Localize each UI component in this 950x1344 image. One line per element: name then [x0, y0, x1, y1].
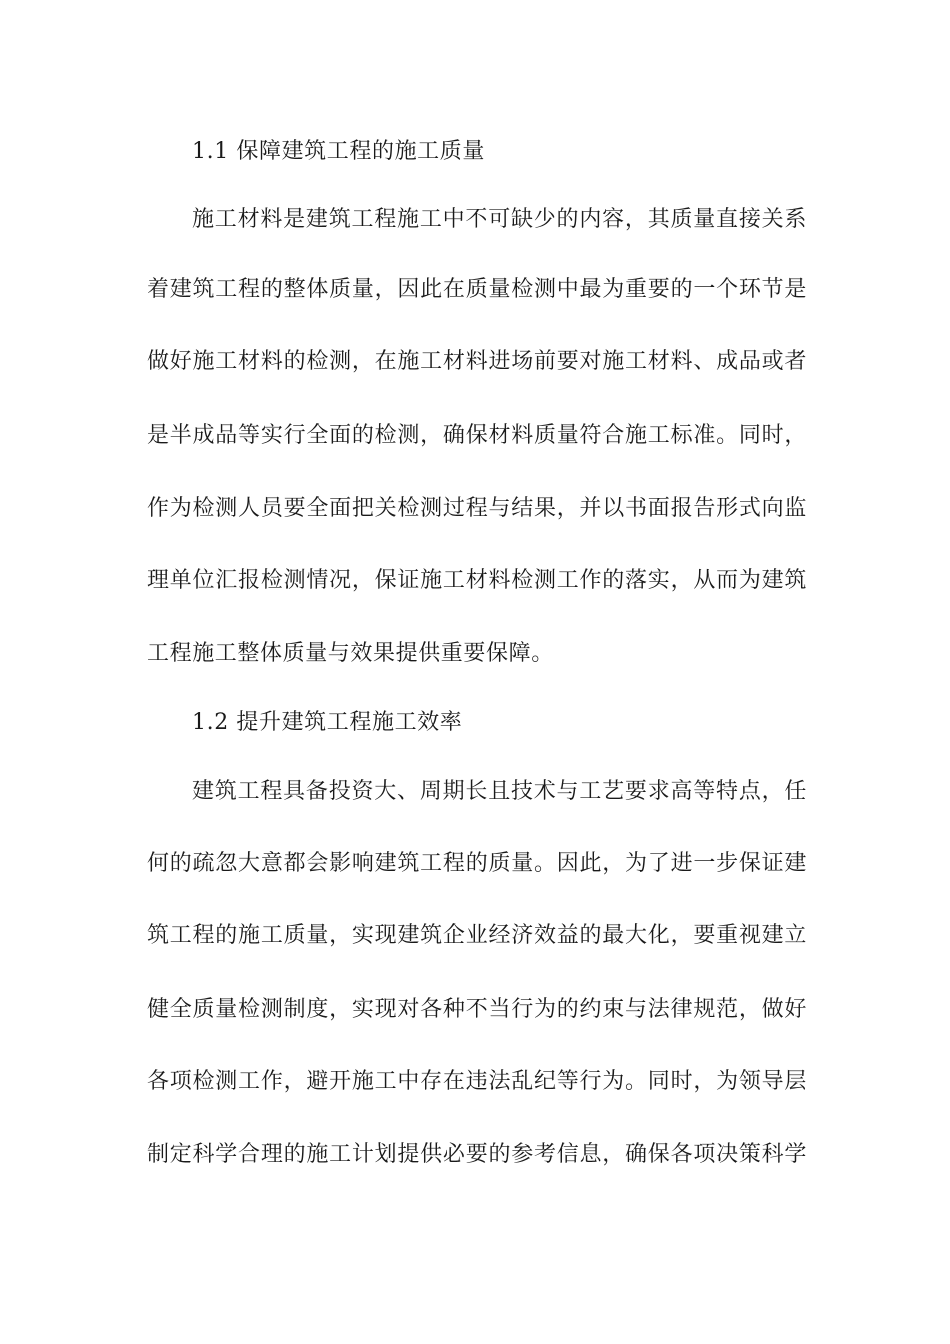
section-heading-1-2: 1.2 提升建筑工程施工效率 — [192, 710, 463, 735]
paragraph-line: 是半成品等实行全面的检测，确保材料质量符合施工标准。同时， — [147, 423, 807, 448]
paragraph-line: 工程施工整体质量与效果提供重要保障。 — [147, 641, 554, 666]
section-heading-1-1: 1.1 保障建筑工程的施工质量 — [192, 139, 485, 164]
paragraph-line: 作为检测人员要全面把关检测过程与结果，并以书面报告形式向监 — [147, 496, 807, 521]
paragraph-line: 做好施工材料的检测，在施工材料进场前要对施工材料、成品或者 — [147, 349, 807, 374]
paragraph-line: 筑工程的施工质量，实现建筑企业经济效益的最大化，要重视建立 — [147, 923, 807, 948]
paragraph-line: 制定科学合理的施工计划提供必要的参考信息，确保各项决策科学 — [147, 1142, 807, 1167]
paragraph-line: 着建筑工程的整体质量，因此在质量检测中最为重要的一个环节是 — [147, 277, 807, 302]
paragraph-line: 施工材料是建筑工程施工中不可缺少的内容，其质量直接关系 — [192, 207, 807, 232]
paragraph-line: 理单位汇报检测情况，保证施工材料检测工作的落实，从而为建筑 — [147, 568, 807, 593]
paragraph-line: 建筑工程具备投资大、周期长且技术与工艺要求高等特点，任 — [192, 779, 807, 804]
paragraph-line: 何的疏忽大意都会影响建筑工程的质量。因此，为了进一步保证建 — [147, 851, 807, 876]
paragraph-line: 各项检测工作，避开施工中存在违法乱纪等行为。同时，为领导层 — [147, 1069, 807, 1094]
paragraph-line: 健全质量检测制度，实现对各种不当行为的约束与法律规范，做好 — [147, 997, 807, 1022]
